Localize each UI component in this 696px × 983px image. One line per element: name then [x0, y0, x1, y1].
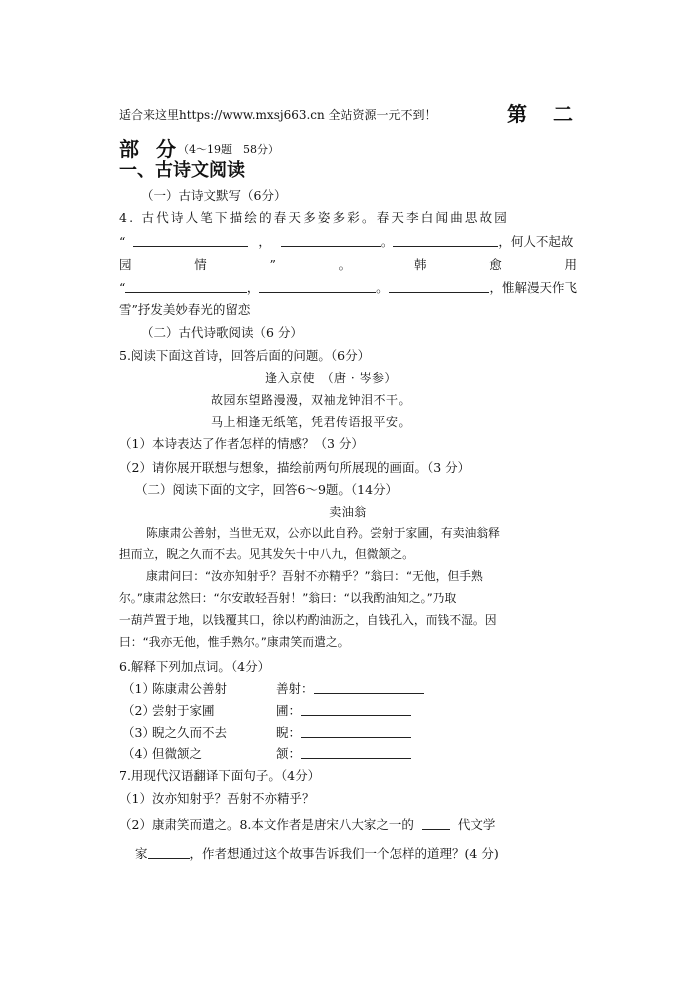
q4-line5: 雪”抒发美妙春光的留恋 — [119, 302, 251, 317]
q6-item-blank[interactable] — [301, 725, 411, 738]
q6-item-word: 圃： — [276, 703, 302, 718]
q6-item-word: 善射： — [276, 681, 314, 696]
q6-item-sentence: 陈康肃公善射 — [152, 681, 228, 696]
q6-item-sentence: 尝射于家圃 — [152, 703, 215, 718]
q4-line2-tail: ，何人不起故 — [498, 234, 574, 249]
q4-word: 。 — [338, 257, 352, 272]
q4-quote-open: “ — [119, 234, 126, 249]
article-para1-line1: 陈康肃公善射，当世无双，公亦以此自矜。尝射于家圃，有卖油翁释 — [146, 526, 500, 540]
q4-line4-tail: ，惟解漫天作飞 — [489, 280, 577, 295]
q7-1: （1）汝亦知射乎？吾射不亦精乎？ — [119, 791, 315, 806]
promo-header: 适合来这里https://www.mxsj663.cn 全站资源一元不到！ — [119, 108, 437, 122]
sub2-heading: （二）古代诗歌阅读（6 分） — [141, 325, 303, 340]
q7-2-tail: 代文学 — [457, 817, 496, 832]
q4-period: 。 — [376, 280, 389, 295]
article-para1-line2: 担而立，睨之久而不去。见其发矢十中八九，但微颔之。 — [119, 547, 414, 561]
part-word-4: 分 — [156, 137, 176, 161]
q6-item-blank[interactable] — [301, 746, 411, 759]
q7-intro: 7.用现代汉语翻译下面句子。（4分） — [119, 768, 321, 783]
blank-3[interactable] — [393, 234, 498, 247]
q5-1: （1）本诗表达了作者怎样的情感？（3 分） — [119, 436, 364, 451]
article-para2-line4: 曰：“我亦无他，惟手熟尔。”康肃笑而遣之。 — [119, 635, 350, 649]
blank-6[interactable] — [389, 280, 490, 293]
poem-title: 逢入京使 （唐 · 岑参） — [265, 371, 397, 385]
q6-item-no: （4） — [122, 746, 155, 761]
q6-item — [122, 746, 411, 762]
poem-line-2: 马上相逢无纸笔，凭君传语报平安。 — [211, 415, 412, 429]
sub1-heading: （一）古诗文默写（6分） — [141, 188, 287, 203]
blank-dynasty[interactable] — [422, 817, 450, 830]
q4-comma: ， — [246, 280, 260, 295]
part-word-1: 第 — [507, 102, 527, 126]
blank-2[interactable] — [281, 234, 381, 247]
q8-line — [135, 846, 499, 862]
q6-item-sentence: 但微颔之 — [152, 746, 203, 761]
q6-intro: 6.解释下列加点词。（4分） — [119, 659, 271, 674]
part-word-3: 部 — [119, 137, 139, 161]
q4-comma: ， — [258, 234, 271, 249]
blank-5[interactable] — [259, 280, 376, 293]
poem-line-1: 故园东望路漫漫，双袖龙钟泪不干。 — [211, 393, 412, 407]
q5-2: （2）请你展开联想与想象，描绘前两句所展现的画面。（3 分） — [119, 460, 471, 475]
q7-2: （2）康肃笑而遣之。8.本文作者是唐宋八大家之一的 — [119, 817, 414, 832]
sub3-heading: （二）阅读下面的文字，回答6～9题。（14分） — [135, 482, 399, 497]
q6-item-sentence: 睨之久而不去 — [152, 725, 228, 740]
q6-item-blank[interactable] — [301, 703, 411, 716]
q4-line4 — [119, 280, 577, 296]
q6-item — [122, 725, 411, 741]
part-word-2: 二 — [553, 102, 573, 126]
q7-2-line — [119, 817, 495, 833]
q8-head: 家 — [135, 846, 148, 861]
blank-1[interactable] — [133, 234, 248, 247]
q6-item-blank[interactable] — [314, 681, 424, 694]
q6-item-word: 颔： — [276, 746, 302, 761]
q6-item-no: （2） — [122, 703, 155, 718]
q4-word: 园 — [119, 257, 132, 272]
q6-item — [122, 703, 411, 719]
article-para2-line2: 尔。”康肃忿然曰：“尔安敢轻吾射！”翁曰：“以我酌油知之。”乃取 — [119, 591, 457, 605]
section1-title: 一、古诗文阅读 — [119, 160, 245, 181]
article-title: 卖油翁 — [329, 505, 367, 519]
q4-line2 — [119, 234, 577, 250]
q4-word: 愈 — [489, 257, 502, 272]
q5-intro: 5.阅读下面这首诗，回答后面的问题。（6分） — [119, 348, 371, 363]
q4-period: 。 — [380, 234, 394, 249]
q6-item-no: （3） — [122, 725, 155, 740]
article-para2-line3: 一葫芦置于地，以钱覆其口，徐以杓酌油沥之，自钱孔入，而钱不湿。因 — [119, 613, 497, 627]
part-range: （4～19题 58分） — [178, 143, 279, 156]
q6-item-word: 睨： — [276, 725, 302, 740]
q4-word: ” — [269, 257, 276, 272]
q4-line1: 4. 古代诗人笔下描绘的春天多姿多彩。春天李白闻曲思故园 — [119, 210, 510, 225]
q4-word: 韩 — [413, 257, 427, 272]
q6-item-no: （1） — [122, 681, 155, 696]
q8-tail: ，作者想通过这个故事告诉我们一个怎样的道理？(4 分) — [189, 846, 499, 861]
q4-quote-open: “ — [119, 280, 126, 295]
q6-item — [122, 681, 424, 697]
article-para2-line1: 康肃问曰：“汝亦知射乎？吾射不亦精乎？”翁曰：“无他，但手熟 — [146, 569, 483, 583]
q4-word: 情 — [194, 257, 207, 272]
q4-line3 — [119, 257, 577, 273]
blank-4[interactable] — [125, 280, 246, 293]
blank-author[interactable] — [148, 846, 190, 859]
q4-word: 用 — [564, 257, 577, 272]
